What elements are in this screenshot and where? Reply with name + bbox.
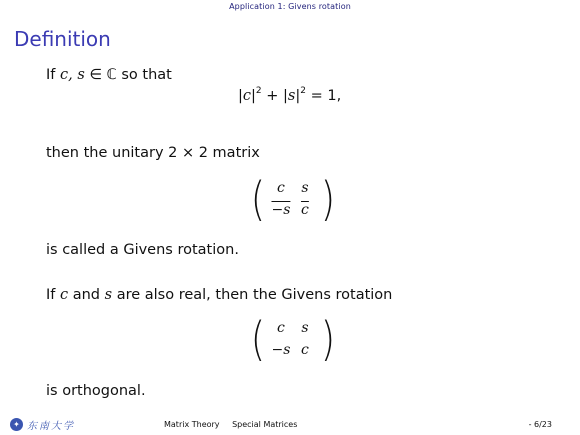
section-header: Application 1: Givens rotation	[229, 2, 351, 11]
eq-rhs: = 1,	[310, 88, 342, 104]
eq-exp-1: 2	[255, 86, 262, 96]
line4-if: If	[46, 287, 56, 303]
line1-if: If	[46, 67, 56, 83]
logo-text: 东南大学	[27, 421, 75, 432]
frame-title: Definition	[14, 27, 111, 51]
matrix2-b: s	[301, 320, 309, 336]
text-line-1	[46, 67, 172, 83]
line4-c: c	[60, 287, 69, 303]
eq-c: c	[242, 88, 252, 104]
eq-exp-2: 2	[300, 86, 306, 96]
page-number: - 6/23	[528, 420, 552, 429]
line4-s: s	[104, 287, 113, 303]
right-paren: )	[320, 312, 336, 366]
line1-vars: c, s	[60, 67, 85, 83]
right-paren: )	[320, 172, 336, 226]
line1-set: ℂ	[106, 67, 117, 83]
matrix1-c: −s	[271, 202, 291, 218]
matrix1-a: c	[277, 180, 285, 196]
text-line-5: is orthogonal.	[46, 383, 146, 399]
footer	[0, 413, 580, 435]
footer-course: Matrix Theory	[164, 420, 220, 429]
line1-rest: so that	[121, 67, 172, 83]
matrix2-a: c	[277, 320, 285, 336]
unitary-matrix	[249, 172, 337, 226]
orthogonal-matrix	[249, 312, 337, 366]
matrix2-d: c	[301, 342, 309, 358]
logo-emblem-icon: ✦	[10, 418, 23, 431]
line4-rest: are also real, then the Givens rotation	[116, 287, 393, 303]
left-paren: (	[250, 172, 266, 226]
modulus-equation: $|c|^2 + |s|^2 = 1$,	[238, 86, 342, 104]
text-line-2: then the unitary 2 × 2 matrix	[46, 145, 260, 161]
text-line-4	[46, 287, 392, 303]
line4-and: and	[72, 287, 101, 303]
matrix1-d: $\overline{c}$	[301, 202, 309, 218]
left-paren: (	[250, 312, 266, 366]
matrix2-c: −s	[271, 342, 291, 358]
footer-center	[164, 420, 307, 429]
line1-in: ∈	[89, 67, 103, 83]
text-line-3: is called a Givens rotation.	[46, 242, 239, 258]
matrix1-b: s	[301, 180, 309, 196]
eq-s: s	[287, 88, 296, 104]
footer-topic: Special Matrices	[232, 420, 298, 429]
university-logo	[10, 417, 75, 432]
